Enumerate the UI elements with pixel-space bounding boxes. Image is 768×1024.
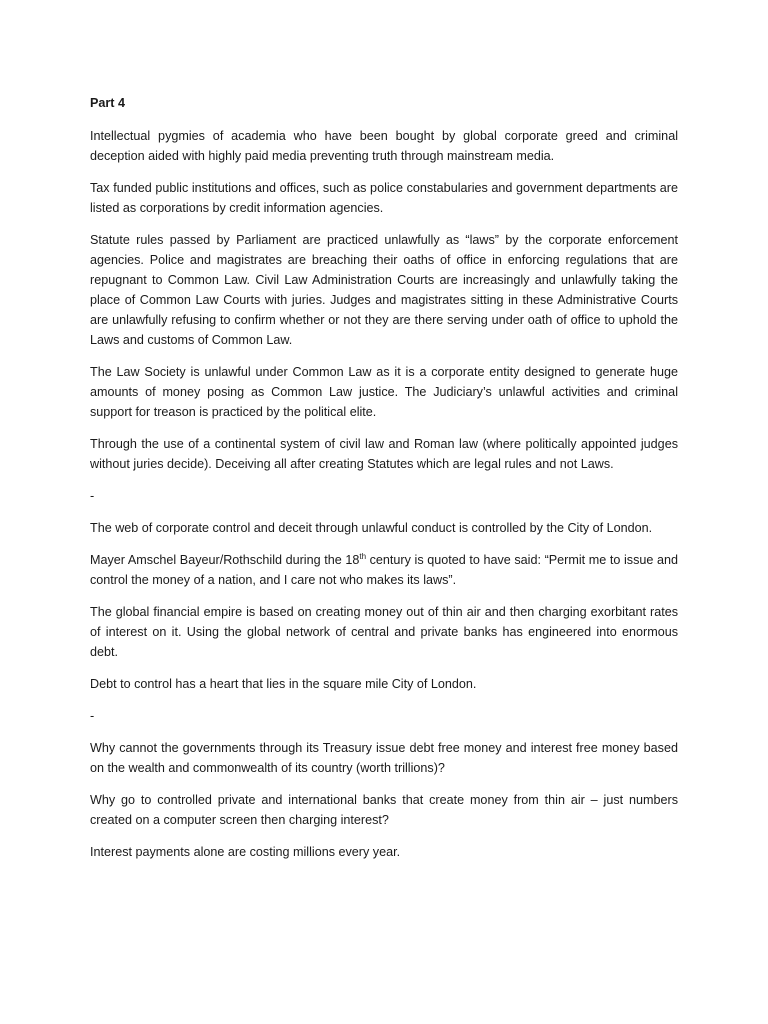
paragraph-academia: Intellectual pygmies of academia who have been bought by global corporate greed and criminal deception aided with highly paid media preventing truth through mainstream media. xyxy=(90,129,678,163)
separator-dash: - xyxy=(90,709,95,723)
document-body xyxy=(90,93,678,874)
paragraph-financial-empire: The global financial empire is based on creating money out of thin air and then charging exorbitant rates of interest on it. Using the global network of central and private banks has engineered into enormous debt. xyxy=(90,605,678,659)
paragraph-interest-payments: Interest payments alone are costing millions every year. xyxy=(90,845,401,859)
paragraph-statute-rules: Statute rules passed by Parliament are practiced unlawfully as “laws” by the corporate enforcement agencies. Police and magistrates are breaching their oaths of office in enforcing regulations that are repugnant to Common Law. Civil Law Administration Courts are increasingly and unlawfully taking the place of Common Law Courts with juries. Judges and magistrates sitting in these Administrative Courts are unlawfully refusing to confirm whether or not they are there serving under oath of office to uphold the Laws and customs of Common Law. xyxy=(90,233,678,347)
paragraph-banks-question: Why go to controlled private and international banks that create money from thin air – just numbers created on a computer screen then charging interest? xyxy=(90,793,678,827)
quote-text-end: century is quoted to have said: “Permit me to issue and control the money of a nation, and I care not who makes its laws”. xyxy=(90,553,678,587)
ordinal-superscript: th xyxy=(359,551,367,561)
paragraph-debt-control: Debt to control has a heart that lies in the square mile City of London. xyxy=(90,677,477,691)
paragraph-civil-law: Through the use of a continental system of civil law and Roman law (where politically appointed judges without juries decide). Deceiving all after creating Statutes which are legal rules and not Laws. xyxy=(90,437,678,471)
paragraph-law-society: The Law Society is unlawful under Common Law as it is a corporate entity designed to generate huge amounts of money posing as Common Law justice. The Judiciary’s unlawful activities and criminal support for treason is practiced by the political elite. xyxy=(90,365,678,419)
paragraph-public-institutions: Tax funded public institutions and offices, such as police constabularies and government departments are listed as corporations by credit information agencies. xyxy=(90,181,678,215)
quote-text-start: Mayer Amschel Bayeur/Rothschild during the 18 xyxy=(90,553,360,567)
section-heading: Part 4 xyxy=(90,96,126,110)
paragraph-corporate-control: The web of corporate control and deceit through unlawful conduct is controlled by the City of London. xyxy=(90,521,653,535)
paragraph-rothschild-quote xyxy=(90,550,678,590)
paragraph-treasury-question: Why cannot the governments through its Treasury issue debt free money and interest free money based on the wealth and commonwealth of its country (worth trillions)? xyxy=(90,741,678,775)
separator-dash: - xyxy=(90,489,95,503)
